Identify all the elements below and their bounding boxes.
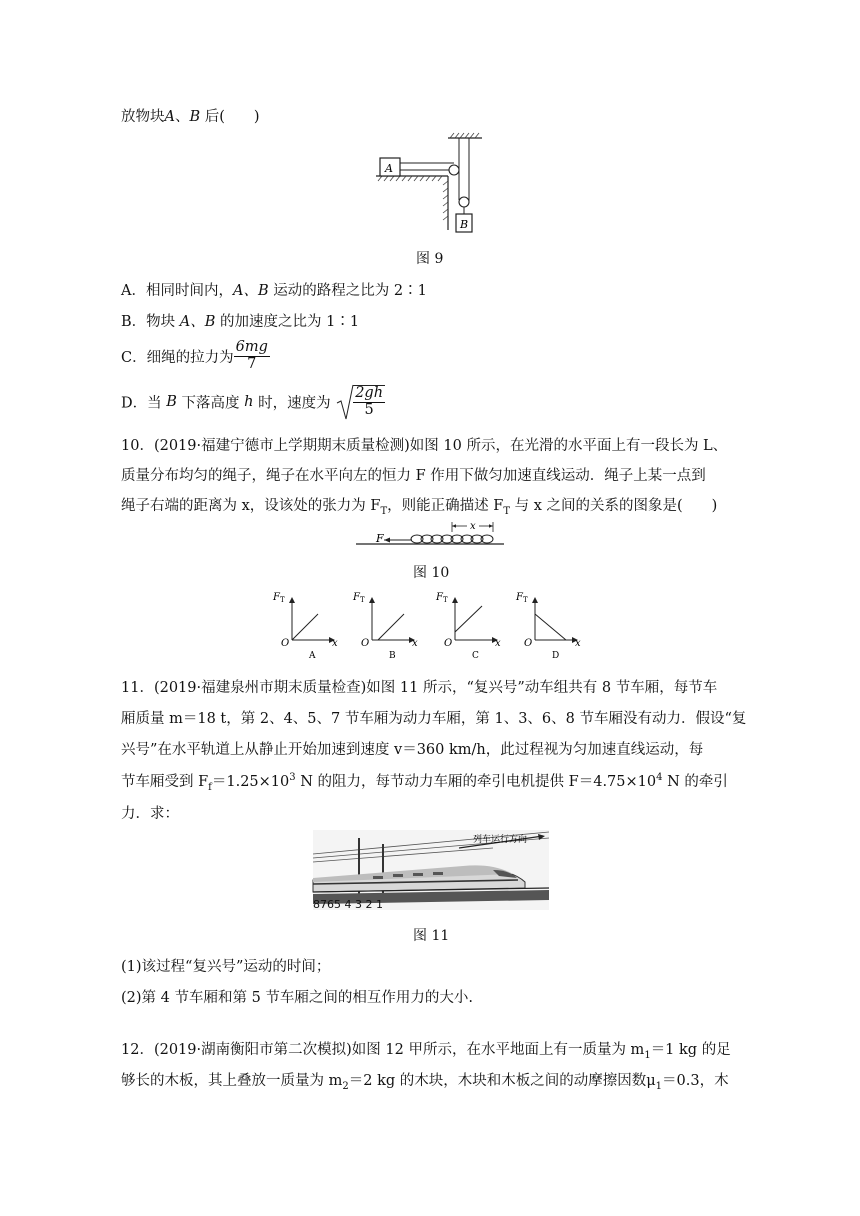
q10-answer-graphs bbox=[268, 588, 598, 666]
q11-line-2: 厢质量 m＝18 t，第 2、4、5、7 节车厢为动力车厢，第 1、3、6、8 节车厢没有动力．假设“复 bbox=[121, 711, 747, 727]
figure-10-x-label: x bbox=[470, 521, 476, 532]
svg-text:O: O bbox=[524, 638, 533, 649]
figure-10-caption: 图 10 bbox=[413, 565, 450, 581]
q11-line-3: 兴号”在水平轨道上从静止开始加速到速度 v＝360 km/h，此过程视为匀加速直线运动，每 bbox=[121, 742, 704, 758]
question-intro: 放物块A、B 后( ) bbox=[121, 109, 260, 125]
svg-text:x: x bbox=[332, 638, 338, 649]
q11-line-5: 力．求： bbox=[121, 806, 179, 822]
option-A: A．相同时间内，A、B 运动的路程之比为 2∶1 bbox=[121, 283, 427, 299]
figure-10-diagram bbox=[354, 518, 504, 550]
q12-line-1: 12．(2019·湖南衡阳市第二次模拟)如图 12 甲所示，在水平地面上有一质量为 $m_1=1$ kg 的足 bbox=[121, 1042, 731, 1061]
q10-line-2: 质量分布均匀的绳子，绳子在水平向左的恒力 F 作用下做匀加速直线运动．绳子上某一点到 bbox=[121, 468, 706, 484]
train-car-numbers: 8765 4 3 2 1 bbox=[313, 898, 383, 911]
graph-A bbox=[272, 592, 338, 661]
svg-text:x: x bbox=[412, 638, 418, 649]
svg-text:x: x bbox=[575, 638, 581, 649]
figure-9-diagram bbox=[370, 130, 510, 240]
graph-D bbox=[515, 592, 581, 661]
svg-text:O: O bbox=[281, 638, 290, 649]
q11-line-1: 11．(2019·福建泉州市期末质量检查)如图 11 所示，“复兴号”动车组共有 8 节车厢，每节车 bbox=[121, 680, 718, 696]
svg-text:F: F bbox=[436, 592, 443, 603]
sqrt-expression: $\frac{2gh}{5}$ bbox=[335, 385, 385, 419]
graph-C bbox=[435, 592, 501, 661]
fraction-6mg-over-7: $\frac{6mg}{7}$ bbox=[235, 339, 268, 372]
option-B: B．物块 A、B 的加速度之比为 1∶1 bbox=[121, 314, 360, 330]
q10-line-1: 10．(2019·福建宁德市上学期期末质量检测)如图 10 所示，在光滑的水平面上有一段长为 L、 bbox=[121, 438, 728, 454]
svg-text:T: T bbox=[360, 596, 365, 604]
figure-10-force-label: F bbox=[376, 532, 384, 545]
svg-text:T: T bbox=[443, 596, 448, 604]
q11-line-4: 节车厢受到 $F_f=1.25\times 10^3$ N 的阻力，每节动力车厢的牵引电机提供 $F=4.75\times 10^4$ N 的牵引 bbox=[121, 772, 728, 793]
svg-text:T: T bbox=[523, 596, 528, 604]
figure-9-label-A: A bbox=[385, 162, 393, 175]
figure-11-caption: 图 11 bbox=[413, 928, 450, 944]
q10-line-3: 绳子右端的距离为 x，设该处的张力为 $F_T$，则能正确描述 $F_T$ 与 x 之间的关系的图象是( ) bbox=[121, 498, 718, 517]
q11-subquestion-2: (2)第 4 节车厢和第 5 节车厢之间的相互作用力的大小. bbox=[121, 990, 474, 1006]
svg-text:O: O bbox=[361, 638, 370, 649]
svg-text:T: T bbox=[280, 596, 285, 604]
svg-text:A: A bbox=[309, 651, 316, 661]
svg-text:F: F bbox=[273, 592, 280, 603]
option-C: C．细绳的拉力为 $\frac{6mg}{7}$ bbox=[121, 339, 268, 372]
svg-text:B: B bbox=[389, 651, 396, 661]
option-D: D．当 B 下落高度 h 时，速度为 $\frac{2gh}{5}$ bbox=[121, 385, 384, 418]
train-direction-label: 列车运行方向 bbox=[473, 835, 528, 845]
svg-text:F: F bbox=[516, 592, 523, 603]
svg-text:D: D bbox=[552, 651, 560, 661]
svg-text:F: F bbox=[353, 592, 360, 603]
q11-subquestion-1: (1)该过程“复兴号”运动的时间； bbox=[121, 959, 331, 975]
svg-text:O: O bbox=[444, 638, 453, 649]
svg-text:C: C bbox=[472, 651, 479, 661]
svg-text:x: x bbox=[495, 638, 501, 649]
figure-9-caption: 图 9 bbox=[416, 251, 444, 267]
graph-B bbox=[352, 592, 418, 661]
figure-9-label-B: B bbox=[460, 218, 469, 231]
q12-line-2: 够长的木板，其上叠放一质量为 $m_2=2$ kg 的木块，木块和木板之间的动摩擦因数$\mu_1=0.3$，木 bbox=[121, 1073, 729, 1092]
